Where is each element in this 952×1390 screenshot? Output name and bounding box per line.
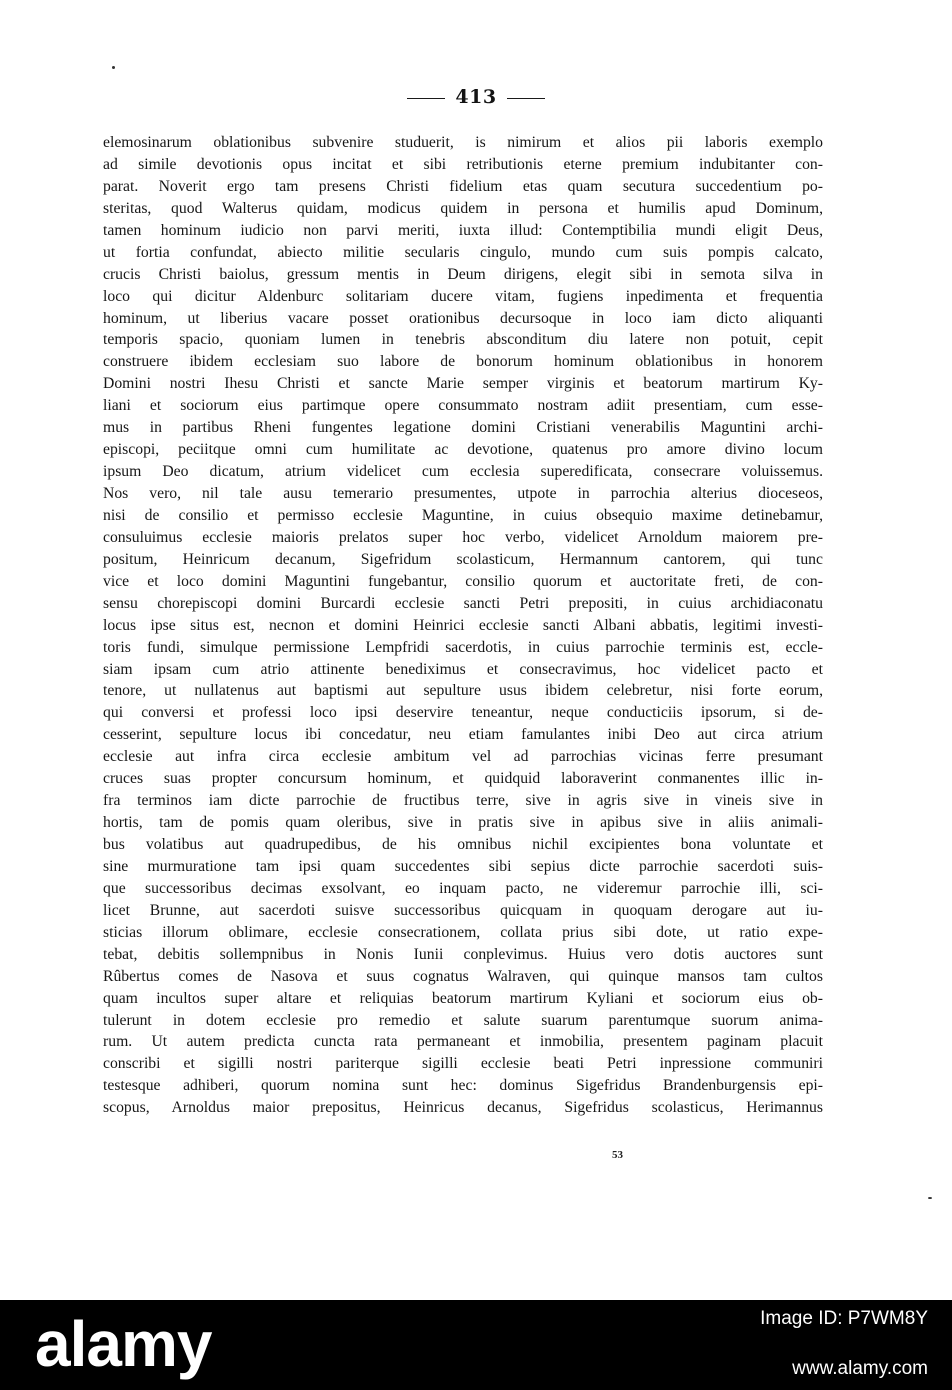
page-header (0, 86, 952, 108)
header-rule-right (507, 98, 545, 99)
signature-mark: 53 (612, 1149, 623, 1161)
text-line: temporis spacio, quoniam lumen in tenebris absconditum diu latere non potuit, cepit (103, 331, 823, 349)
text-line: ipsum Deo dicatum, atrium videlicet cum ecclesia superedificata, consecrare voluissemus. (103, 463, 823, 481)
text-line: sine murmuratione tam ipsi quam succedentes sibi sepius dicte parrochie sacerdoti suis- (103, 857, 823, 875)
image-id (760, 1306, 928, 1332)
text-line: vice et loco domini Maguntini fungebantur, consilio quorum et auctoritate freti, de con- (103, 572, 823, 590)
watermark-url: www.alamy.com (792, 1358, 928, 1379)
text-line: liani et sociorum eius partimque opere consummato nostram adiit presentiam, cum esse- (103, 397, 823, 415)
text-line: positum, Heinricum decanum, Sigefridum scolasticum, Hermannum cantorem, qui tunc (103, 550, 823, 568)
text-line: locus ipse situs est, necnon et domini Heinrici ecclesie sancti Albani abbatis, legitimi investi- (103, 616, 823, 634)
text-line: tebat, debitis sollempnibus in Nonis Iunii conplevimus. Huius vero dotis auctores sunt (103, 945, 823, 963)
text-line: cesserint, sepulture locus ibi concedatur, neu etiam famulantes inibi Deo aut circa atrium (103, 726, 823, 744)
text-line: loco qui dicitur Aldenburc solitariam ducere vitam, fugiens inpedimenta et frequentia (103, 287, 823, 305)
body-text (103, 132, 823, 1119)
text-line: cruces suas propter concursum hominum, et quidquid laboraverint conmanentes illic in- (103, 770, 823, 788)
text-line: episcopi, peciitque omni cum humilitate ac devotione, quatenus pro amore divino locum (103, 441, 823, 459)
text-line: bus volatibus aut quadrupedibus, de his omnibus nichil excipientes bona voluntate et (103, 836, 823, 853)
text-line: que successoribus decimas exsolvant, eo inquam pacto, ne videremur parrochie illi, sci- (103, 879, 823, 897)
image-id-label: Image ID: P7WM8Y (760, 1308, 928, 1329)
dust-speck (928, 1197, 932, 1199)
text-line: tulerunt in dotem ecclesie pro remedio et salute suarum parentumque suorum anima- (103, 1011, 823, 1029)
page-number: 413 (455, 86, 497, 108)
dust-speck (112, 66, 115, 69)
text-line: fra terminos iam dicte parrochie de fructibus terre, sive in agris sive in vineis sive in (103, 792, 823, 810)
text-line: Domini nostri Ihesu Christi et sancte Marie semper virginis et beatorum martirum Ky- (103, 375, 823, 393)
text-line: conscribi et sigilli nostri pariterque sigilli ecclesie beati Petri inpressione communiri (103, 1055, 823, 1073)
text-line: parat. Noverit ergo tam presens Christi fidelium etas quam secutura succedentium po- (103, 177, 823, 195)
text-line: ecclesie aut infra circa ecclesie ambitum vel ad parrochias vicinas ferre presumant (103, 748, 823, 766)
text-line: Rûbertus comes de Nasova et suus cognatus Walraven, qui quinque mansos tam cultos (103, 967, 823, 985)
text-line: crucis Christi baiolus, gressum mentis in Deum dirigens, elegit sibi in semota silva in (103, 265, 823, 283)
text-line: sensu chorepiscopi domini Burcardi ecclesie sancti Petri prepositi, in cuius archidiaconatu (103, 594, 823, 612)
text-line: ut fortia confundat, abiecto militie secularis cingulo, mundo cum suis pompis calcato, (103, 243, 823, 261)
text-line: rum. Ut autem predicta cuncta rata permaneant et inmobilia, presentem paginam placuit (103, 1033, 823, 1051)
text-line: hortis, tam de pomis quam oleribus, sive in pratis sive in apibus sive in aliis animali- (103, 814, 823, 832)
watermark-logo: alamy (35, 1308, 212, 1380)
text-line: tamen hominum iudicio non parvi meriti, iuxta illud: Contemptibilia mundi eligit Deus, (103, 221, 823, 239)
text-line: elemosinarum oblationibus subvenire studuerit, is nimirum et alios pii laboris exemplo (103, 134, 823, 151)
text-line: sticias illorum oblimare, ecclesie consecrationem, collata prius sibi dote, ut ratio expe- (103, 923, 823, 941)
text-line: Nos vero, nil tale ausu temerario presumentes, utpote in parrochia alterius dioceseos, (103, 485, 823, 502)
text-line: testesque adhiberi, quorum nomina sunt hec: dominus Sigefridus Brandenburgensis epi- (103, 1077, 823, 1095)
text-line: ad simile devotionis opus incitat et sibi retributionis eterne premium indubitanter con- (103, 155, 823, 173)
text-line: toris fundi, simulque permissione Lempfridi sacerdotis, in cuius parrochie terminis est, eccle- (103, 638, 823, 656)
text-line: construere ibidem ecclesiam suo labore de bonorum hominum oblationibus in honorem (103, 353, 823, 371)
text-line: siam ipsam cum atrio attinente benediximus et consecravimus, hoc videlicet pacto et (103, 660, 823, 678)
text-line: licet Brunne, aut sacerdoti suisve successoribus quicquam in quoquam derogare aut iu- (103, 901, 823, 919)
text-line: consuluimus ecclesie maioris prelatos super hoc verbo, videlicet Arnoldum maiorem pre- (103, 528, 823, 546)
text-line: steritas, quod Walterus quidam, modicus quidem in persona et humilis apud Dominum, (103, 199, 823, 217)
text-line: tenore, ut nullatenus aut baptismi aut sepulture usus ibidem celebretur, nisi forte eorum, (103, 682, 823, 700)
text-line: mus in partibus Rheni fungentes legatione domini Cristiani venerabilis Maguntini archi- (103, 419, 823, 437)
text-line: nisi de consilio et permisso ecclesie Maguntine, in cuius obsequio maxime detinebamur, (103, 506, 823, 524)
text-line: scopus, Arnoldus maior prepositus, Heinricus decanus, Sigefridus scolasticus, Herimannus (103, 1099, 823, 1117)
text-line: qui conversi et professi loco ipsi deservire teneantur, neque conducticiis ipsorum, si de- (103, 704, 823, 722)
text-line: hominum, ut liberius vacare posset orationibus decursoque in loco iam dicto aliquanti (103, 309, 823, 327)
header-rule-left (407, 98, 445, 99)
text-line: quam incultos super altare et reliquias beatorum martirum Kyliani et sociorum eius ob- (103, 989, 823, 1007)
